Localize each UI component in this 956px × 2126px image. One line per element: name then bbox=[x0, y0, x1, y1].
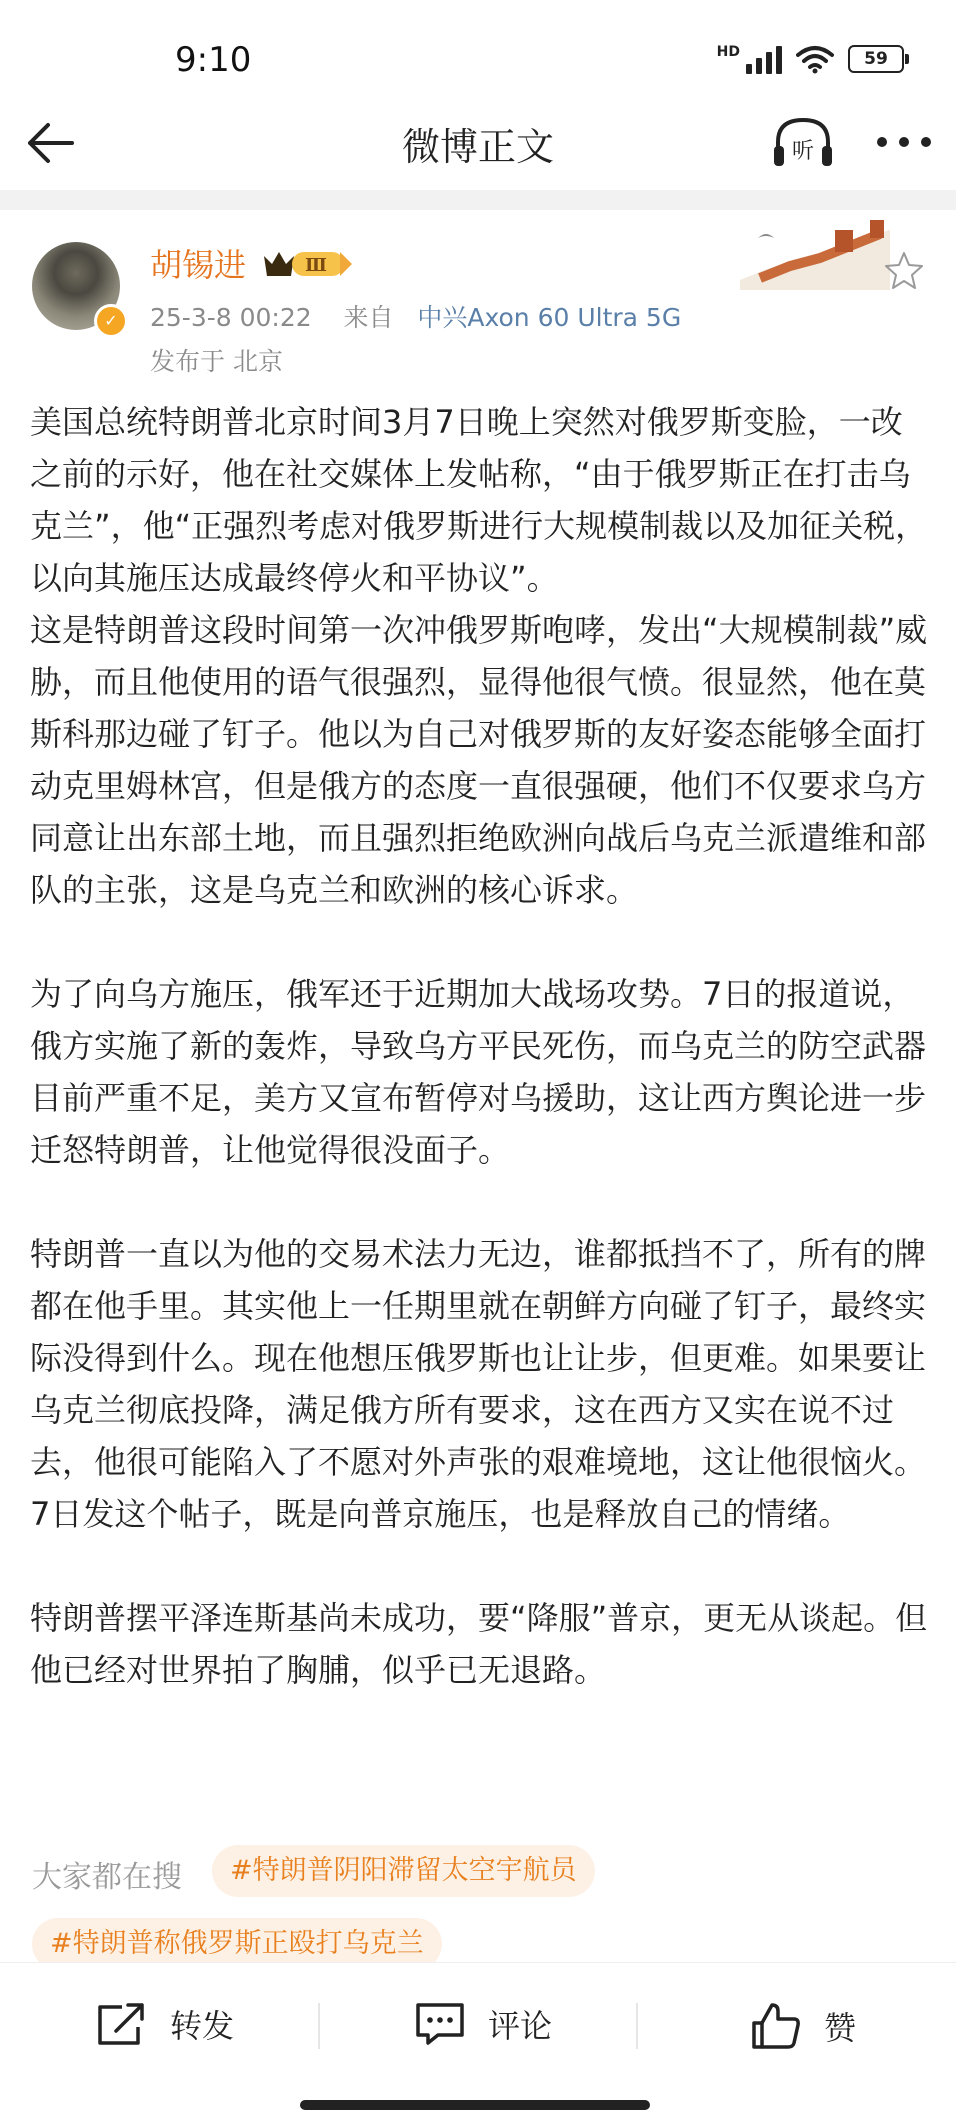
comment-icon bbox=[414, 2001, 466, 2047]
post-meta bbox=[150, 298, 681, 334]
post-paragraph: 特朗普摆平泽连斯基尚未成功，要“降服”普京，更无从谈起。但他已经对世界拍了胸脯，似乎已无退路。 bbox=[30, 1599, 928, 1689]
status-time: 9:10 bbox=[175, 40, 252, 80]
post-paragraph: 为了向乌方施压，俄军还于近期加大战场攻势。7日的报道说，俄方实施了新的轰炸，导致乌方平民死伤，而乌克兰的防空武器目前严重不足，美方又宣布暂停对乌援助，这让西方舆论进一步迁怒特朗普，让他觉得很没面子。 bbox=[30, 975, 927, 1169]
post-date: 25-3-8 00:22 bbox=[150, 303, 312, 332]
action-separator bbox=[318, 2003, 320, 2049]
repost-label: 转发 bbox=[170, 2007, 235, 2045]
post-location: 发布于 北京 bbox=[150, 347, 283, 376]
author-avatar[interactable] bbox=[32, 242, 120, 330]
post-paragraph: 特朗普一直以为他的交易术法力无边，谁都抵挡不了，所有的牌都在他手里。其实他上一任期里就在朝鲜方向碰了钉子，最终实际没得到什么。现在他想压俄罗斯也让让步，但更难。如果要让乌克兰彻底投降，满足俄方所有要求，这在西方又实在说不过去，他很可能陷入了不愿对外声张的艰难境地，这让他很恼火。7日发这个帖子，既是向普京施压，也是释放自己的情绪。 bbox=[30, 1235, 927, 1533]
verified-badge-icon: ✓ bbox=[94, 304, 128, 338]
member-level: Ⅲ bbox=[305, 255, 327, 276]
post-content bbox=[30, 396, 930, 1696]
author-name[interactable]: 胡锡进 bbox=[150, 246, 247, 284]
comment-button[interactable] bbox=[414, 2001, 552, 2047]
thumbs-up-icon bbox=[750, 2001, 802, 2051]
source-prefix: 来自 bbox=[343, 303, 394, 332]
favorite-star-icon[interactable] bbox=[884, 250, 924, 290]
page-title: 微博正文 bbox=[401, 125, 554, 169]
device-source-link[interactable]: 中兴Axon 60 Ultra 5G bbox=[417, 303, 682, 332]
home-indicator[interactable] bbox=[300, 2100, 650, 2110]
post-paragraph: 美国总统特朗普北京时间3月7日晚上突然对俄罗斯变脸，一改之前的示好，他在社交媒体上发帖称，“由于俄罗斯正在打击乌克兰”，他“正强烈考虑对俄罗斯进行大规模制裁以及加征关税，以向其施压达成最终停火和平协议”。 bbox=[30, 403, 928, 597]
listen-label: 听 bbox=[791, 139, 815, 164]
like-button[interactable] bbox=[750, 2001, 856, 2051]
action-separator bbox=[636, 2003, 638, 2049]
nav-header bbox=[0, 100, 956, 190]
like-label: 赞 bbox=[824, 2009, 857, 2047]
hot-search-tag[interactable]: #特朗普阴阳滞留太空宇航员 bbox=[212, 1845, 595, 1897]
listen-headphones-icon[interactable] bbox=[770, 114, 836, 172]
cellular-signal-icon bbox=[717, 44, 782, 74]
network-type-label: HD bbox=[716, 44, 740, 60]
hot-search-tag[interactable]: #特朗普称俄罗斯正殴打乌克兰 bbox=[32, 1918, 442, 1970]
repost-icon bbox=[94, 2001, 148, 2047]
repost-button[interactable] bbox=[94, 2001, 234, 2047]
wifi-icon bbox=[796, 44, 834, 74]
member-crown-badge-icon[interactable] bbox=[262, 246, 354, 280]
hot-search-label: 大家都在搜 bbox=[32, 1860, 182, 1895]
more-options-icon[interactable] bbox=[874, 122, 934, 162]
comment-label: 评论 bbox=[488, 2007, 553, 2045]
battery-level: 59 bbox=[864, 49, 888, 69]
header-divider bbox=[0, 190, 956, 210]
post-paragraph: 这是特朗普这段时间第一次冲俄罗斯咆哮，发出“大规模制裁”威胁，而且他使用的语气很强烈，显得他很气愤。很显然，他在莫斯科那边碰了钉子。他以为自己对俄罗斯的友好姿态能够全面打动克里姆林宫，但是俄方的态度一直很强硬，他们不仅要求乌方同意让出东部土地，而且强烈拒绝欧洲向战后乌克兰派遣维和部队的主张，这是乌克兰和欧洲的核心诉求。 bbox=[30, 611, 928, 909]
status-icons bbox=[717, 44, 904, 74]
great-wall-decoration-icon bbox=[740, 220, 890, 290]
battery-indicator bbox=[848, 45, 904, 73]
bottom-action-bar bbox=[0, 1962, 956, 2093]
